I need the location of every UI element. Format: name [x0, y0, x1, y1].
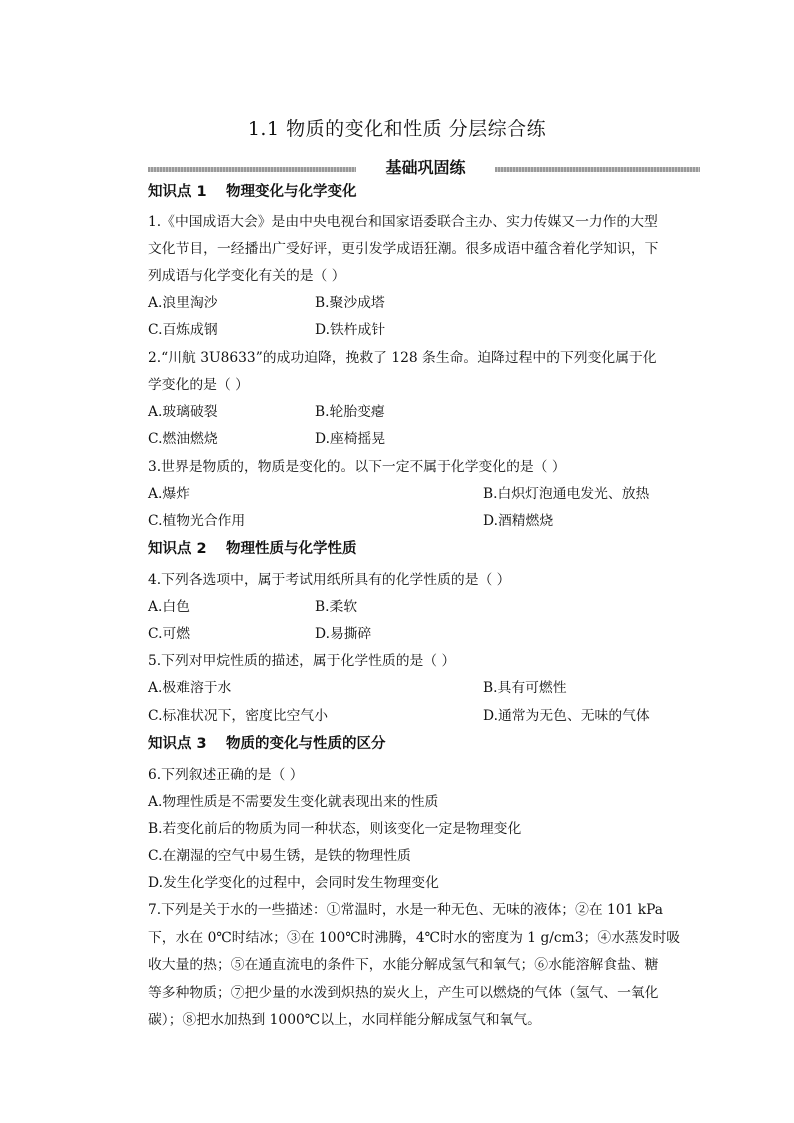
question-6-option-d[interactable]: D.发生化学变化的过程中，会同时发生物理变化 — [148, 875, 439, 891]
question-2-line-1: 2.“川航 3U8633”的成功迫降，挽救了 128 条生命。迫降过程中的下列变化属于化 — [148, 350, 657, 366]
question-6-option-b[interactable]: B.若变化前后的物质为同一种状态，则该变化一定是物理变化 — [148, 821, 522, 837]
question-1-line-3: 列成语与化学变化有关的是（ ） — [148, 268, 346, 284]
question-1-option-d[interactable]: D.铁杵成针 — [315, 322, 386, 338]
knowledge-point-1 — [148, 180, 357, 201]
knowledge-point-text: 物理变化与化学变化 — [226, 184, 357, 200]
question-3-line-1: 3.世界是物质的，物质是变化的。以下一定不属于化学变化的是（ ） — [148, 459, 566, 475]
question-4-line-1: 4.下列各选项中，属于考试用纸所具有的化学性质的是（ ） — [148, 572, 511, 588]
question-2-option-b[interactable]: B.轮胎变瘪 — [315, 404, 385, 420]
section-header — [148, 155, 700, 183]
knowledge-point-label: 知识点 1 — [148, 184, 207, 200]
knowledge-point-2 — [148, 537, 357, 558]
question-3-option-b[interactable]: B.白炽灯泡通电发光、放热 — [483, 486, 650, 502]
knowledge-point-label: 知识点 3 — [148, 736, 207, 752]
question-5-option-a[interactable]: A.极难溶于水 — [148, 680, 232, 696]
question-4-option-c[interactable]: C.可燃 — [148, 626, 191, 642]
question-3-option-d[interactable]: D.酒精燃烧 — [483, 513, 554, 529]
question-2-line-2: 学变化的是（ ） — [148, 377, 249, 393]
question-4-option-d[interactable]: D.易撕碎 — [315, 626, 372, 642]
question-7-line-2: 下，水在 0℃时结冰；③在 100℃时沸腾，4℃时水的密度为 1 g/cm3；④水蒸发时吸 — [148, 930, 681, 946]
knowledge-point-text: 物质的变化与性质的区分 — [226, 736, 386, 752]
question-7-line-4: 等多种物质；⑦把少量的水泼到炽热的炭火上，产生可以燃烧的气体（氢气、一氧化 — [148, 985, 659, 1001]
question-1-option-c[interactable]: C.百炼成钢 — [148, 322, 218, 338]
question-5-option-b[interactable]: B.具有可燃性 — [483, 680, 567, 696]
question-5-line-1: 5.下列对甲烷性质的描述，属于化学性质的是（ ） — [148, 653, 456, 669]
question-7-line-1: 7.下列是关于水的一些描述：①常温时，水是一种无色、无味的液体；②在 101 kPa — [148, 902, 664, 918]
knowledge-point-label: 知识点 2 — [148, 541, 207, 557]
question-4-option-b[interactable]: B.柔软 — [315, 599, 358, 615]
question-1-line-2: 文化节目，一经播出广受好评，更引发学成语狂潮。很多成语中蕴含着化学知识，下 — [148, 241, 659, 257]
question-6-line-1: 6.下列叙述正确的是（ ） — [148, 767, 304, 783]
question-4-option-a[interactable]: A.白色 — [148, 599, 190, 615]
question-3-option-a[interactable]: A.爆炸 — [148, 486, 190, 502]
section-rule-right — [495, 167, 700, 172]
knowledge-point-3 — [148, 732, 386, 753]
question-5-option-c[interactable]: C.标准状况下，密度比空气小 — [148, 708, 329, 724]
question-1-line-1: 1.《中国成语大会》是由中央电视台和国家语委联合主办、实力传媒又一力作的大型 — [148, 214, 658, 230]
question-1-option-b[interactable]: B.聚沙成塔 — [315, 295, 385, 311]
question-6-option-c[interactable]: C.在潮湿的空气中易生锈，是铁的物理性质 — [148, 848, 411, 864]
question-2-option-a[interactable]: A.玻璃破裂 — [148, 404, 218, 420]
section-rule-left — [148, 167, 356, 172]
knowledge-point-text: 物理性质与化学性质 — [226, 541, 357, 557]
question-2-option-c[interactable]: C.燃油燃烧 — [148, 431, 218, 447]
question-6-option-a[interactable]: A.物理性质是不需要发生变化就表现出来的性质 — [148, 794, 439, 810]
section-heading: 基础巩固练 — [385, 158, 466, 177]
question-1-option-a[interactable]: A.浪里淘沙 — [148, 295, 218, 311]
question-3-option-c[interactable]: C.植物光合作用 — [148, 513, 246, 529]
question-7-line-3: 收大量的热；⑤在通直流电的条件下，水能分解成氢气和氧气；⑥水能溶解食盐、糖 — [148, 957, 659, 973]
page-title: 1.1 物质的变化和性质 分层综合练 — [247, 118, 547, 140]
question-7-line-5: 碳）；⑧把水加热到 1000℃以上，水同样能分解成氢气和氧气。 — [148, 1012, 541, 1028]
question-5-option-d[interactable]: D.通常为无色、无味的气体 — [483, 708, 650, 724]
question-2-option-d[interactable]: D.座椅摇晃 — [315, 431, 386, 447]
